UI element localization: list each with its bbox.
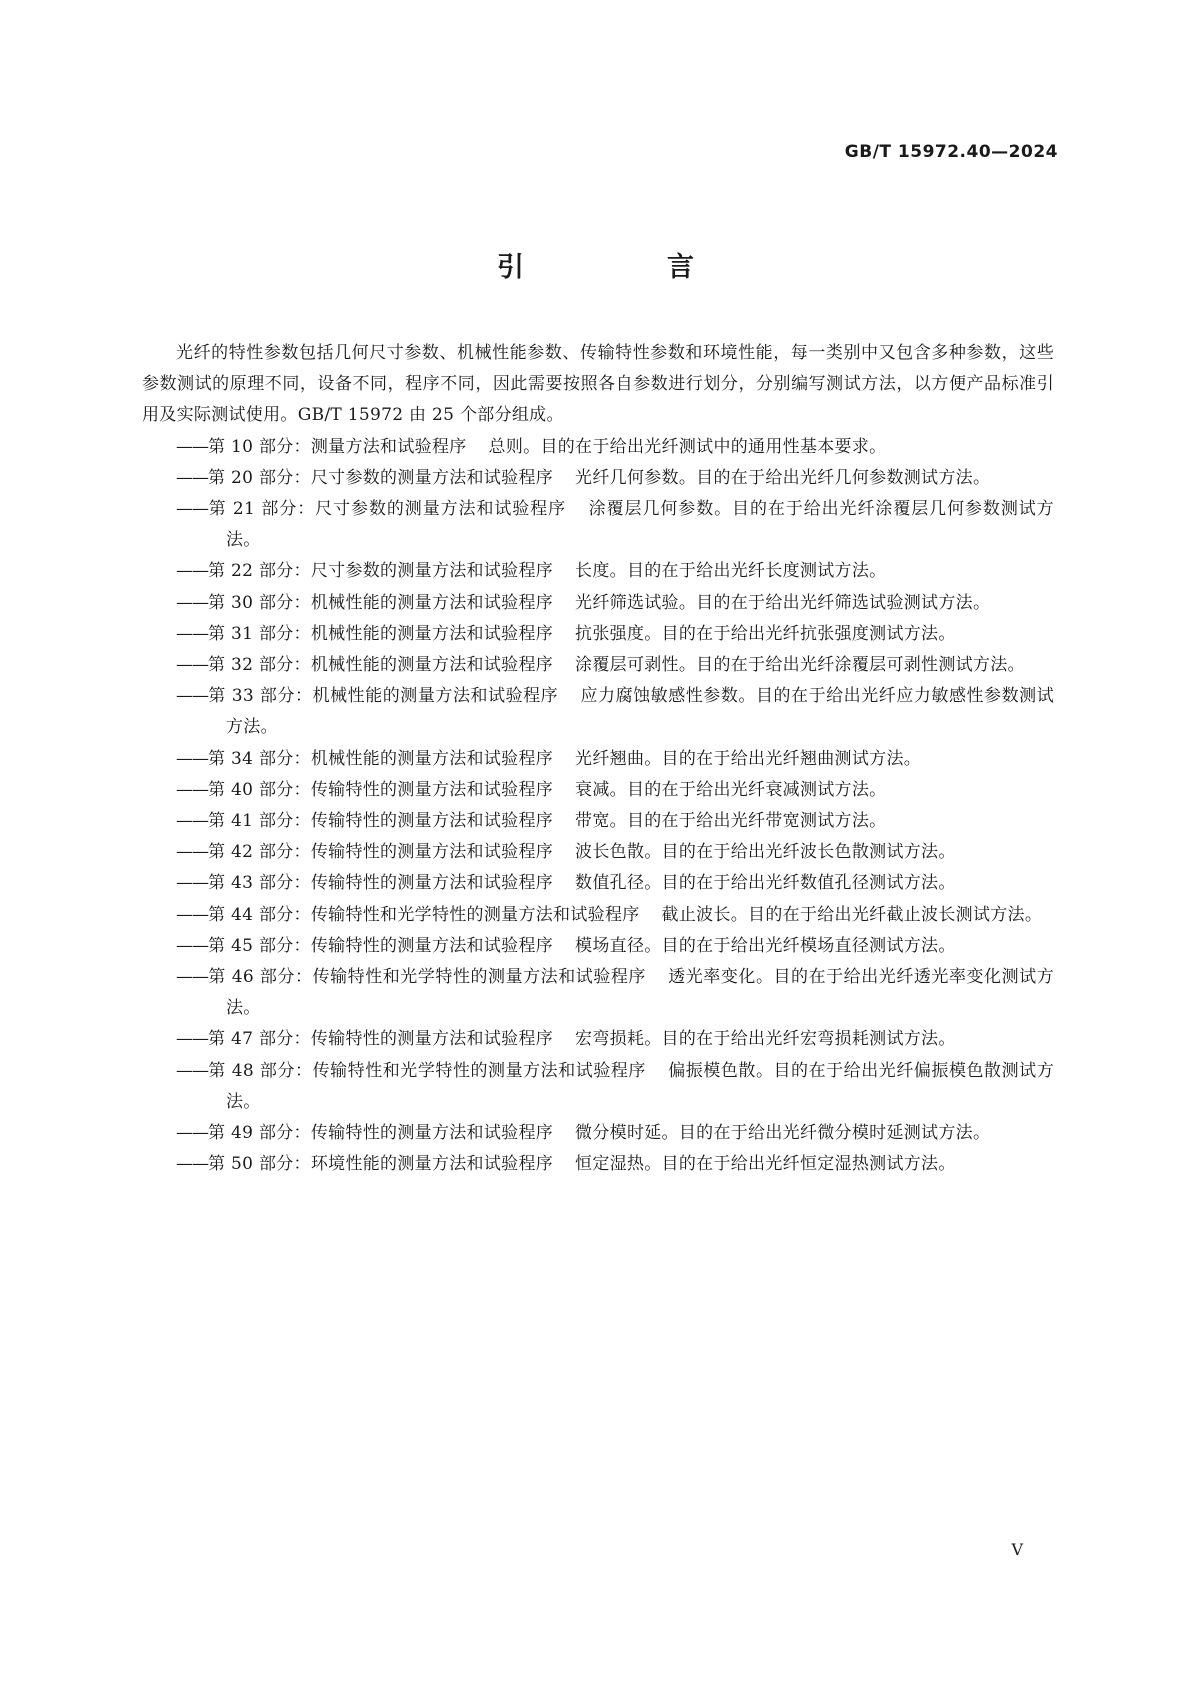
list-item [142,588,1054,619]
part-heading: 第 48 部分：传输特性和光学特性的测量方法和试验程序 [208,1060,646,1081]
list-item [142,1118,1054,1149]
list-dash: —— [176,1029,208,1050]
part-description: 光纤翘曲。目的在于给出光纤翘曲测试方法。 [575,748,922,769]
list-dash: —— [176,592,208,613]
list-dash: —— [176,623,208,644]
part-heading: 第 46 部分：传输特性和光学特性的测量方法和试验程序 [208,967,646,988]
part-description: 涂覆层几何参数。目的在于给出光纤涂覆层几何参数测试方法。 [226,499,1054,551]
list-dash: —— [176,436,208,457]
list-item [142,837,1054,868]
list-item [142,432,1054,463]
part-description: 波长色散。目的在于给出光纤波长色散测试方法。 [575,842,956,863]
part-heading: 第 40 部分：传输特性的测量方法和试验程序 [208,779,554,800]
list-item [142,962,1054,1024]
part-heading: 第 10 部分：测量方法和试验程序 [208,436,467,457]
part-description: 偏振模色散。目的在于给出光纤偏振模色散测试方法。 [226,1060,1054,1112]
list-dash: —— [176,842,208,863]
list-dash: —— [176,561,208,582]
list-item [142,494,1054,556]
part-heading: 第 34 部分：机械性能的测量方法和试验程序 [208,748,554,769]
list-dash: —— [176,686,208,707]
part-description: 数值孔径。目的在于给出光纤数值孔径测试方法。 [575,873,956,894]
part-description: 光纤几何参数。目的在于给出光纤几何参数测试方法。 [575,467,991,488]
list-dash: —— [176,748,208,769]
part-heading: 第 44 部分：传输特性和光学特性的测量方法和试验程序 [208,904,640,925]
part-heading: 第 31 部分：机械性能的测量方法和试验程序 [208,623,554,644]
list-dash: —— [176,1060,208,1081]
part-heading: 第 30 部分：机械性能的测量方法和试验程序 [208,592,554,613]
page-number: V [1011,1540,1023,1559]
part-description: 衰减。目的在于给出光纤衰减测试方法。 [575,779,887,800]
parts-list [142,432,1054,1181]
list-item [142,619,1054,650]
list-dash: —— [176,467,208,488]
part-description: 截止波长。目的在于给出光纤截止波长测试方法。 [661,904,1043,925]
list-dash: —— [176,655,208,676]
list-item [142,900,1054,931]
part-description: 总则。目的在于给出光纤测试中的通用性基本要求。 [488,436,887,457]
part-heading: 第 41 部分：传输特性的测量方法和试验程序 [208,811,554,832]
part-heading: 第 21 部分：尺寸参数的测量方法和试验程序 [208,499,567,520]
part-description: 模场直径。目的在于给出光纤模场直径测试方法。 [575,935,956,956]
list-item [142,1056,1054,1118]
part-description: 宏弯损耗。目的在于给出光纤宏弯损耗测试方法。 [575,1029,956,1050]
part-description: 长度。目的在于给出光纤长度测试方法。 [575,561,887,582]
list-item [142,775,1054,806]
page-title: 引 言 [497,252,752,283]
list-item [142,556,1054,587]
list-dash: —— [176,1154,208,1175]
part-heading: 第 50 部分：环境性能的测量方法和试验程序 [208,1154,554,1175]
part-description: 恒定湿热。目的在于给出光纤恒定湿热测试方法。 [575,1154,956,1175]
part-description: 透光率变化。目的在于给出光纤透光率变化测试方法。 [226,967,1054,1019]
list-item [142,806,1054,837]
part-description: 应力腐蚀敏感性参数。目的在于给出光纤应力敏感性参数测试方法。 [226,686,1054,738]
list-item [142,868,1054,899]
list-dash: —— [176,935,208,956]
part-heading: 第 49 部分：传输特性的测量方法和试验程序 [208,1123,554,1144]
list-dash: —— [176,904,208,925]
part-heading: 第 22 部分：尺寸参数的测量方法和试验程序 [208,561,554,582]
standard-code: GB/T 15972.40—2024 [844,142,1058,162]
list-item [142,931,1054,962]
part-heading: 第 42 部分：传输特性的测量方法和试验程序 [208,842,554,863]
part-heading: 第 45 部分：传输特性的测量方法和试验程序 [208,935,554,956]
list-item [142,650,1054,681]
part-description: 抗张强度。目的在于给出光纤抗张强度测试方法。 [575,623,956,644]
list-dash: —— [176,967,208,988]
list-dash: —— [176,811,208,832]
part-heading: 第 32 部分：机械性能的测量方法和试验程序 [208,655,554,676]
intro-paragraph: 光纤的特性参数包括几何尺寸参数、机械性能参数、传输特性参数和环境性能，每一类别中又包含多种参数，这些参数测试的原理不同，设备不同，程序不同，因此需要按照各自参数进行划分，分别编写测试方法，以方便产品标准引用及实际测试使用。GB/T 15972 由 25 个部分组成。 [142,343,1054,426]
part-heading: 第 47 部分：传输特性的测量方法和试验程序 [208,1029,554,1050]
list-dash: —— [176,1123,208,1144]
list-item [142,1024,1054,1055]
list-dash: —— [176,499,208,520]
part-description: 涂覆层可剥性。目的在于给出光纤涂覆层可剥性测试方法。 [575,655,1025,676]
list-item [142,1149,1054,1180]
list-dash: —— [176,873,208,894]
list-item [142,744,1054,775]
list-dash: —— [176,779,208,800]
part-description: 带宽。目的在于给出光纤带宽测试方法。 [575,811,887,832]
list-item [142,681,1054,743]
part-heading: 第 20 部分：尺寸参数的测量方法和试验程序 [208,467,554,488]
document-body [142,338,1054,1180]
list-item [142,463,1054,494]
part-heading: 第 43 部分：传输特性的测量方法和试验程序 [208,873,554,894]
part-description: 微分模时延。目的在于给出光纤微分模时延测试方法。 [575,1123,991,1144]
part-description: 光纤筛选试验。目的在于给出光纤筛选试验测试方法。 [575,592,991,613]
part-heading: 第 33 部分：机械性能的测量方法和试验程序 [208,686,559,707]
